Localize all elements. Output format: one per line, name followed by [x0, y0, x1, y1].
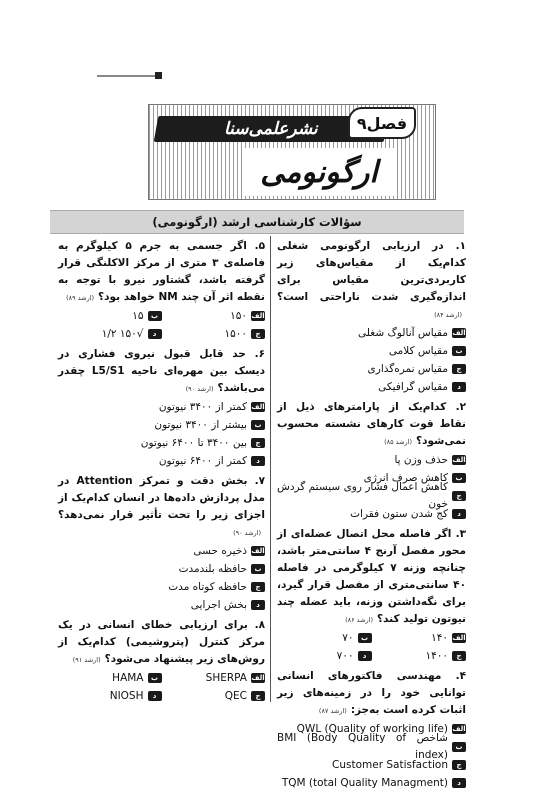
header-rule	[97, 75, 157, 77]
option-badge: ج	[251, 691, 265, 701]
question-body: برای ارزیابی خطای انسانی در یک مرکز کنترل (پتروشیمی) کدام‌یک از روش‌های زیر پیشنهاد می‌شود؟	[58, 619, 265, 665]
answer-option[interactable]	[372, 629, 467, 647]
answer-option[interactable]	[58, 452, 265, 470]
question-source: (ارشد ۸۶)	[345, 616, 374, 624]
option-badge: ج	[452, 364, 466, 374]
option-badge: ب	[452, 742, 466, 752]
option-text: ۷۰	[342, 631, 354, 644]
answer-options	[58, 669, 265, 705]
question-body: بخش دقت و تمرکز Attention در مدل پردازش داده‌ها در انسان کدام‌یک از اجزای زیر را تحت تأثیر قرار نمی‌دهد؟	[58, 475, 265, 521]
option-badge: د	[251, 456, 265, 466]
option-text: مقیاس گرافیکی	[378, 380, 448, 393]
option-text: حافظه بلندمدت	[178, 562, 247, 575]
option-badge: د	[358, 651, 372, 661]
option-badge: الف	[452, 724, 466, 733]
question-text	[58, 473, 265, 542]
option-text: مقیاس کلامی	[388, 344, 448, 357]
question-block	[277, 238, 466, 396]
option-text: ۱۴۰	[431, 631, 448, 644]
question-block	[58, 473, 265, 614]
answer-option[interactable]	[277, 360, 466, 378]
question-number: ۴.	[455, 670, 466, 682]
question-body: حد قابل قبول نیروی فشاری در دیسک بین مهره‌ای ناحیه L5/S1 چقدر می‌باشد؟	[58, 348, 265, 394]
answer-option[interactable]	[58, 325, 162, 343]
option-text: شاخص BMI (Body Quality of index)	[277, 732, 448, 761]
answer-option[interactable]	[277, 324, 466, 342]
chapter-banner	[148, 104, 436, 200]
chapter-label: فصل۹	[348, 107, 416, 139]
answer-option[interactable]	[277, 451, 466, 469]
option-text: ۱۵۰۰	[224, 327, 247, 340]
option-badge: ب	[148, 311, 162, 321]
question-block	[58, 617, 265, 705]
option-badge: د	[452, 778, 466, 788]
question-source: (ارشد ۹۰)	[185, 385, 214, 393]
question-number: ۳.	[455, 528, 466, 540]
answer-option[interactable]	[277, 378, 466, 396]
answer-options	[58, 542, 265, 614]
question-body: مهندسی فاکتورهای انسانی توانایی خود را در زمینه‌های زیر اثبات کرده است به‌جز:	[277, 670, 466, 716]
option-text: QWL (Quality of working life)	[296, 722, 448, 735]
option-text: کج شدن ستون فقرات	[350, 507, 448, 520]
option-badge: ج	[452, 760, 466, 770]
column-divider	[270, 236, 271, 702]
answer-option[interactable]	[277, 774, 466, 792]
option-badge: ب	[452, 346, 466, 356]
option-text: بیشتر از ۳۴۰۰ نیوتون	[154, 418, 247, 431]
option-badge: ب	[251, 564, 265, 574]
option-text: حافظه کوتاه مدت	[168, 580, 247, 593]
question-number: ۲.	[455, 401, 467, 413]
question-block	[277, 668, 466, 792]
section-title: سؤالات کارشناسی ارشد (ارگونومی)	[50, 210, 464, 234]
option-text: ۱۴۰۰	[425, 649, 448, 662]
option-text: ۷۰۰	[336, 649, 354, 662]
option-badge: ب	[452, 473, 466, 483]
option-text: مقیاس آنالوگ شغلی	[358, 326, 448, 339]
answer-options	[277, 720, 466, 792]
question-source: (ارشد ۸۴)	[434, 311, 462, 319]
option-text: √۱۵۰ ۱/۲	[101, 327, 144, 340]
option-badge: الف	[452, 633, 466, 642]
question-block	[58, 346, 265, 470]
answer-option[interactable]	[372, 647, 467, 665]
answer-options	[58, 307, 265, 343]
option-badge: د	[452, 509, 466, 519]
question-block	[277, 399, 466, 523]
option-text: بین ۳۴۰۰ تا ۶۴۰۰ نیوتون	[140, 436, 247, 449]
question-text	[58, 346, 265, 398]
question-body: اگر فاصله محل اتصال عضله‌ای از محور مفصل آرنج ۴ سانتی‌متر باشد، چنانچه وزنه ۷ کیلوگرمی در فاصله ۴۰ سانتی‌متری از مفصل قرار گیرد، برای نگه‌داشتن وزنه، باید عضله چند نیوتون تولید کند؟	[277, 528, 467, 625]
question-body: کدام‌یک از پارامترهای ذیل از نقاط قوت کارهای نشسته محسوب نمی‌شود؟	[277, 401, 466, 447]
option-badge: ج	[251, 582, 265, 592]
option-text: NIOSH	[109, 689, 144, 702]
question-number: ۵.	[254, 240, 265, 252]
answer-option[interactable]	[277, 647, 372, 665]
option-text: کمتر از ۳۴۰۰ نیوتون	[158, 400, 247, 413]
answer-option[interactable]	[162, 687, 266, 705]
option-text: کاهش اعمال فشار روی سیستم گردش خون	[277, 481, 448, 510]
option-badge: الف	[251, 673, 265, 682]
option-text: QEC	[224, 689, 247, 702]
questions-column-right	[277, 238, 466, 795]
publisher-logo: نشرعلمی‌سنا	[154, 116, 389, 142]
option-text: HAMA	[112, 671, 144, 684]
answer-options	[277, 629, 466, 665]
option-badge: ج	[251, 438, 265, 448]
option-text: Customer Satisfaction	[332, 758, 448, 771]
answer-option[interactable]	[58, 596, 265, 614]
option-text: حذف وزن پا	[394, 453, 448, 466]
question-text	[277, 238, 466, 324]
option-text: SHERPA	[205, 671, 247, 684]
option-text: کمتر از ۶۴۰۰ نیوتون	[158, 454, 247, 467]
option-badge: ج	[452, 651, 466, 661]
answer-option[interactable]	[58, 416, 265, 434]
question-body: اگر جسمی به جرم ۵ کیلوگرم به فاصله‌ی ۳ متری از مرکز الاکلنگی قرار گرفته باشد، گشتاور نیرو با توجه به نقطه اثر آن چند NM خواهد بود؟	[58, 240, 265, 303]
option-text: ذخیره حسی	[193, 544, 247, 557]
answer-option[interactable]	[277, 732, 466, 761]
option-text: بخش اجرایی	[190, 598, 247, 611]
question-source: (ارشد ۸۹)	[66, 294, 95, 302]
chapter-title: ارگونومی	[244, 148, 394, 196]
option-text: ۱۵۰	[230, 309, 247, 322]
header-marker	[155, 72, 162, 79]
answer-option[interactable]	[58, 687, 162, 705]
answer-options	[277, 324, 466, 396]
option-badge: د	[452, 382, 466, 392]
answer-option[interactable]	[58, 434, 265, 452]
answer-option[interactable]	[162, 669, 266, 687]
question-number: ۶.	[254, 348, 266, 360]
question-text	[277, 399, 466, 451]
option-badge: ج	[452, 491, 466, 501]
option-text: TQM (total Quality Managment)	[281, 776, 448, 789]
question-text	[277, 668, 466, 720]
question-source: (ارشد ۸۷)	[318, 707, 347, 715]
question-text	[58, 617, 265, 669]
option-badge: ب	[148, 673, 162, 683]
question-number: ۸.	[254, 619, 266, 631]
option-badge: الف	[251, 311, 265, 320]
answer-option[interactable]	[58, 560, 265, 578]
option-badge: ج	[251, 329, 265, 339]
option-badge: د	[148, 691, 162, 701]
question-text	[58, 238, 265, 307]
answer-option[interactable]	[58, 669, 162, 687]
answer-options	[277, 451, 466, 523]
answer-option[interactable]	[277, 629, 372, 647]
answer-option[interactable]	[277, 481, 466, 510]
option-badge: د	[148, 329, 162, 339]
question-block	[277, 526, 466, 665]
answer-option[interactable]	[58, 398, 265, 416]
option-badge: الف	[251, 546, 265, 555]
answer-option[interactable]	[58, 307, 162, 325]
question-block	[58, 238, 265, 343]
answer-option[interactable]	[58, 578, 265, 596]
question-body: در ارزیابی ارگونومی شغلی کدام‌یک از مقیاس‌های زیر کاربردی‌ترین مقیاس برای اندازه‌گیری شدت ناراحتی است؟	[277, 240, 466, 303]
answer-options	[58, 398, 265, 470]
option-badge: الف	[452, 455, 466, 464]
option-text: ۱۵	[132, 309, 144, 322]
option-badge: ب	[358, 633, 372, 643]
option-badge: الف	[452, 328, 466, 337]
question-number: ۱.	[455, 240, 466, 252]
question-text	[277, 526, 466, 629]
option-badge: الف	[251, 402, 265, 411]
answer-option[interactable]	[162, 307, 266, 325]
option-text: مقیاس نمره‌گذاری	[367, 362, 448, 375]
answer-option[interactable]	[58, 542, 265, 560]
questions-column-left	[58, 238, 265, 708]
answer-option[interactable]	[162, 325, 266, 343]
question-source: (ارشد ۹۱)	[72, 656, 101, 664]
answer-option[interactable]	[277, 342, 466, 360]
option-badge: د	[251, 600, 265, 610]
option-badge: ب	[251, 420, 265, 430]
question-number: ۷.	[254, 475, 265, 487]
option-text: کاهش صرف انرژی	[363, 471, 448, 484]
question-source: (ارشد ۸۵)	[384, 438, 412, 446]
question-source: (ارشد ۹۰)	[233, 529, 261, 537]
